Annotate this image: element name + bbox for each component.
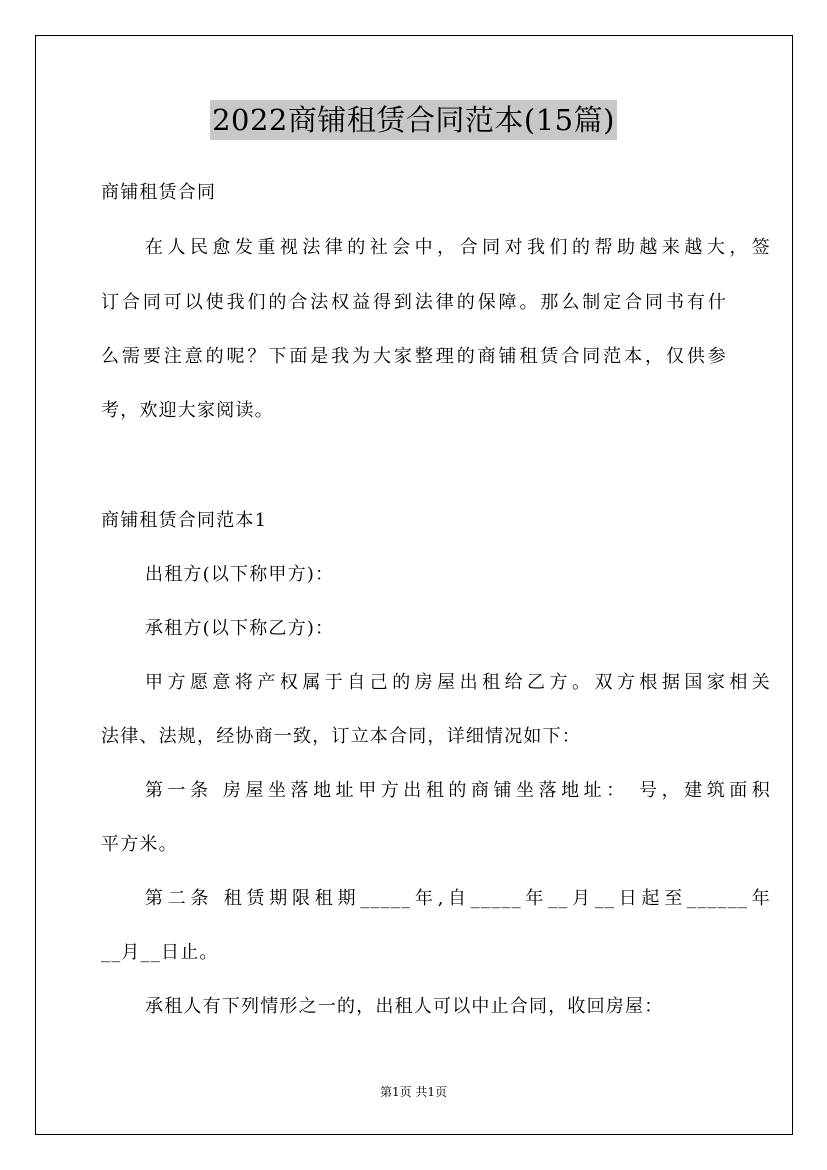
paragraph-line: 么需要注意的呢？下面是我为大家整理的商铺租赁合同范本，仅供参 [101, 346, 727, 367]
page-footer: 第1页 共1页 [379, 1085, 448, 1099]
section-heading: 商铺租赁合同范本1 [101, 510, 268, 531]
paragraph-line: __月__日止。 [101, 942, 219, 963]
paragraph-line: 考，欢迎大家阅读。 [101, 400, 274, 421]
title-container [0, 100, 827, 140]
paragraph-line: 平方米。 [101, 834, 178, 855]
paragraph-line: 承租方(以下称乙方)： [145, 618, 335, 639]
paragraph-line: 出租方(以下称甲方)： [145, 564, 335, 585]
paragraph-line: 在人民愈发重视法律的社会中，合同对我们的帮助越来越大，签 [145, 237, 771, 258]
paragraph-line: 法律、法规，经协商一致，订立本合同，详细情况如下： [101, 726, 581, 747]
paragraph-line: 甲方愿意将产权属于自己的房屋出租给乙方。双方根据国家相关 [145, 672, 771, 693]
paragraph-line: 承租人有下列情形之一的，出租人可以中止合同，收回房屋： [145, 996, 664, 1017]
paragraph-line: 第一条 房屋坐落地址甲方出租的商铺坐落地址： 号，建筑面积 [145, 780, 771, 801]
paragraph-line: 订合同可以使我们的合法权益得到法律的保障。那么制定合同书有什 [101, 292, 727, 313]
section-heading: 商铺租赁合同 [101, 182, 217, 203]
paragraph-line: 第二条 租赁期限租期_____年,自_____年__月__日起至______年 [145, 888, 771, 909]
document-title: 2022商铺租赁合同范本(15篇) [210, 100, 617, 140]
